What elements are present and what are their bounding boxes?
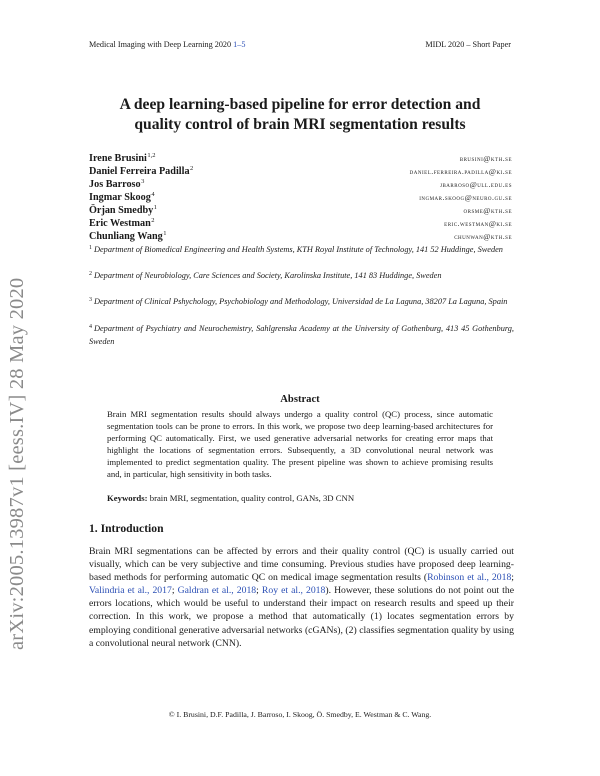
running-header-right: MIDL 2020 – Short Paper bbox=[425, 40, 511, 49]
author-name: Daniel Ferreira Padilla$^2$ bbox=[89, 165, 194, 177]
citation-link[interactable]: Galdran et al., 2018 bbox=[177, 585, 257, 597]
author-email: ingmar.skoog@neuro.gu.se bbox=[419, 193, 512, 202]
section-heading-introduction: 1. Introduction bbox=[89, 522, 164, 535]
author-email: chunwan@kth.se bbox=[454, 232, 512, 241]
author-name: Chunliang Wang$^1$ bbox=[89, 230, 167, 242]
author-row bbox=[89, 165, 512, 178]
affiliation: $^1$ Department of Biomedical Engineering and Health Systems, KTH Royal Institute of Technology, 141 52 Huddinge, Sweden bbox=[89, 245, 503, 254]
abstract-heading: Abstract bbox=[280, 394, 320, 405]
keywords-label: Keywords: bbox=[107, 493, 148, 503]
copyright-footer: © I. Brusini, D.F. Padilla, J. Barroso, I. Skoog, Ö. Smedby, E. Westman & C. Wang. bbox=[168, 710, 432, 719]
author-row bbox=[89, 178, 512, 191]
author-email: jbarroso@ull.edu.es bbox=[440, 180, 512, 189]
author-row bbox=[89, 204, 512, 217]
author-name: Ingmar Skoog$^4$ bbox=[89, 191, 155, 203]
citation-link[interactable]: Roy et al., 2018 bbox=[261, 585, 326, 597]
citation-link[interactable]: Robinson et al., 2018 bbox=[427, 572, 512, 584]
author-email: eric.westman@ki.se bbox=[444, 219, 512, 228]
affiliation: $^4$ Department of Psychiatry and Neurochemistry, Sahlgrenska Academy at the University of Gothenburg, 413 45 Gothenburg, Sweden bbox=[89, 324, 514, 346]
author-name: Jos Barroso$^3$ bbox=[89, 178, 145, 190]
affiliation: $^2$ Department of Neurobiology, Care Sciences and Society, Karolinska Institute, 141 83 Huddinge, Sweden bbox=[89, 271, 442, 280]
author-row bbox=[89, 217, 512, 230]
title-line-1: A deep learning-based pipeline for error detection and bbox=[119, 96, 481, 113]
author-email: daniel.ferreira.padilla@ki.se bbox=[409, 167, 512, 176]
keywords bbox=[107, 493, 493, 503]
paper-title bbox=[60, 95, 540, 135]
author-name: Eric Westman$^2$ bbox=[89, 217, 155, 229]
author-name: Irene Brusini$^{1,2}$ bbox=[89, 152, 156, 164]
venue-text: Medical Imaging with Deep Learning 2020 bbox=[89, 40, 234, 49]
title-line-2: quality control of brain MRI segmentation results bbox=[134, 116, 466, 133]
keywords-list: brain MRI, segmentation, quality control, GANs, 3D CNN bbox=[147, 493, 355, 503]
author-email: orsme@kth.se bbox=[463, 206, 512, 215]
abstract-body: Brain MRI segmentation results should always undergo a quality control (QC) process, since automatic segmentation tools can be prone to errors. In this work, we propose two deep learning-based architectures for performing QC automatically. First, we used generative adversarial networks for creating error maps that highlight the locations of segmentation errors. Subsequently, a 3D convolutional neural network was implemented to predict segmentation quality. The present pipeline was shown to achieve promising results and, in particular, high sensitivity in both tasks. bbox=[107, 409, 493, 479]
author-row bbox=[89, 152, 512, 165]
author-row bbox=[89, 191, 512, 204]
author-name: Örjan Smedby$^1$ bbox=[89, 204, 157, 216]
arxiv-stamp: arXiv:2005.13987v1 [eess.IV] 28 May 2020 bbox=[6, 277, 28, 650]
running-header-left bbox=[89, 40, 245, 49]
page-range-link[interactable]: 1–5 bbox=[233, 40, 246, 49]
introduction-paragraph: Brain MRI segmentations can be affected by errors and their quality control (QC) is usually carried out visually, which can be very subjective and time consuming. Previous studies have proposed deep learning-based methods for performing automatic QC on medical image segmentation results (Robinson et al., 2018; Valindria et al., 2017; Galdran et al., 2018; Roy et al., 2018). However, these solutions do not point out the errors locations, which would be useful to understand their impact on research results and speed up their correction. In this work, we propose a method that automatically (1) locates segmentation errors by employing conditional generative adversarial networks (cGANs), (2) classifies segmentation quality by using a convolutional neural network (CNN). bbox=[89, 546, 514, 649]
author-email: brusini@kth.se bbox=[459, 154, 512, 163]
affiliation: $^3$ Department of Clinical Pshychology, Psychobiology and Methodology, Universidad de La Laguna, 38207 La Laguna, Spain bbox=[89, 297, 508, 306]
citation-link[interactable]: Valindria et al., 2017 bbox=[89, 585, 172, 597]
